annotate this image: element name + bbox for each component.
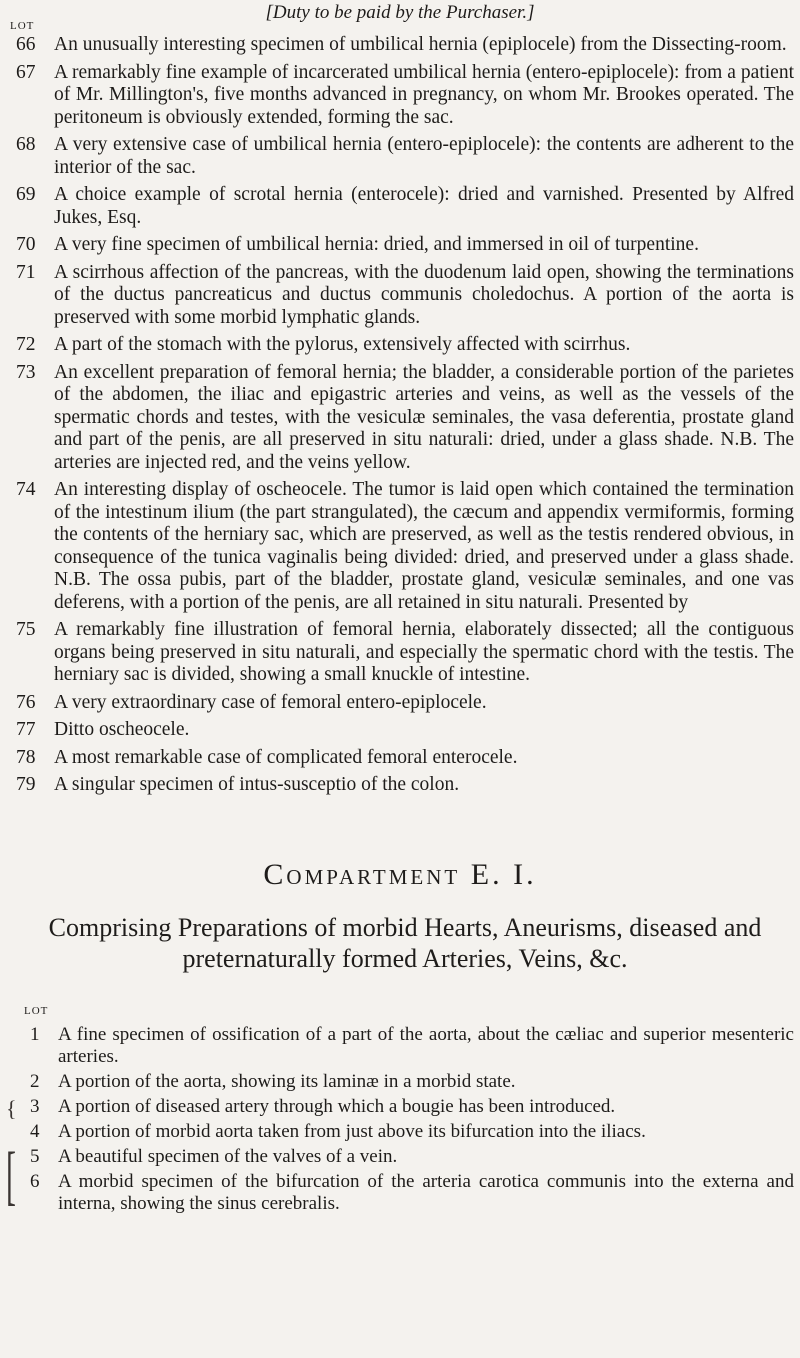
lot-number: 73 xyxy=(16,361,36,383)
lot-number: 2 xyxy=(30,1071,40,1092)
lot-description: A remarkably fine example of incarcerated umbilical hernia (entero-epiplocele): from a patient of Mr. Millington's, five months advanced in pregnancy, on whom Mr. Brookes operated. The peritoneum is obviously extended, forming the sac. xyxy=(54,61,794,128)
lot-number: 71 xyxy=(16,261,36,283)
lot-number: 3 xyxy=(30,1096,40,1117)
lot-number: 1 xyxy=(30,1024,40,1045)
lot-description: A very fine specimen of umbilical hernia: dried, and immersed in oil of turpentine. xyxy=(54,234,699,255)
lot-description: A most remarkable case of complicated femoral enterocele. xyxy=(54,746,518,768)
lot-entry-2 xyxy=(30,1071,794,1093)
lot-entry-69 xyxy=(16,184,794,229)
lot-entry-74 xyxy=(16,479,794,614)
lot-number: 76 xyxy=(16,691,36,713)
lot-number: 72 xyxy=(16,334,36,355)
lot-number: 68 xyxy=(16,134,36,155)
lot-description: An interesting display of oscheocele. The tumor is laid open which contained the termination of the intestinum ilium (the part strangulated), the cæcum and appendix vermiformis, forming the contents of the herniary sac, which are preserved, as well as the testis rendered obvious, in consequence of the tunica vaginalis being divided: dried, and preserved under a glass shade. N.B. The ossa pubis, part of the bladder, prostate gland, vesiculæ seminales, and one vas deferens, with a portion of the penis, are all retained in situ naturali. Presented by xyxy=(54,479,794,613)
lot-entry-3 xyxy=(30,1096,794,1118)
brace-mark: { xyxy=(6,1096,17,1121)
lot-description: A portion of diseased artery through which a bougie has been introduced. xyxy=(58,1096,616,1117)
lot-entry-79 xyxy=(16,774,794,797)
compartment-heading: Compartment E. I. xyxy=(263,858,537,891)
lot-description: A choice example of scrotal hernia (enterocele): dried and varnished. Presented by Alfred Jukes, Esq. xyxy=(54,184,794,228)
lot-description: A singular specimen of intus-susceptio of the colon. xyxy=(54,774,460,795)
lot-description: A beautiful specimen of the valves of a vein. xyxy=(58,1146,398,1167)
lot-entry-77 xyxy=(16,719,794,742)
lot-entry-1 xyxy=(30,1024,794,1068)
lot-description: A portion of morbid aorta taken from just above its bifurcation into the iliacs. xyxy=(58,1121,646,1142)
lot-number: 79 xyxy=(16,774,36,795)
lot-entry-67 xyxy=(16,62,794,130)
lot-entry-78 xyxy=(16,747,794,770)
lot-number: 70 xyxy=(16,234,36,255)
lot-entry-72 xyxy=(16,334,794,357)
lot-entry-73 xyxy=(16,362,794,475)
lot-entry-68 xyxy=(16,134,794,179)
lot-entry-75 xyxy=(16,619,794,687)
lot-description: A very extraordinary case of femoral entero-epiplocele. xyxy=(54,691,487,713)
lot-description: A morbid specimen of the bifurcation of the arteria carotica communis into the externa and interna, showing the sinus cerebralis. xyxy=(58,1171,794,1214)
lot-list-upper xyxy=(16,34,794,802)
lot-column-label: LOT xyxy=(10,20,35,32)
lot-number: 78 xyxy=(16,746,36,768)
lot-description: A scirrhous affection of the pancreas, with the duodenum laid open, showing the terminations of the ductus pancreaticus and ductus communis choledochus. A portion of the aorta is preserved with some morbid lymphatic glands. xyxy=(54,261,794,328)
lot-description: A remarkably fine illustration of femoral hernia, elaborately dissected; all the contiguous organs being preserved in situ naturali, and especially the spermatic chord with the testis. The herniary sac is divided, showing a small knuckle of intestine. xyxy=(54,619,794,685)
lot-column-label: LOT xyxy=(24,1005,49,1017)
lot-description: An excellent preparation of femoral hernia; the bladder, a considerable portion of the parietes of the abdomen, the iliac and epigastric arteries and veins, as well as the vessels of the spermatic chords and testes, with the vesiculæ seminales, the vasa deferentia, prostate gland and part of the penis, are all preserved in situ naturali: dried, under a glass shade. N.B. The arteries are injected red, and the veins yellow. xyxy=(54,361,794,473)
lot-number: 5 xyxy=(30,1146,40,1167)
lot-description: Ditto oscheocele. xyxy=(54,719,190,740)
lot-number: 66 xyxy=(16,34,36,55)
lot-entry-5 xyxy=(30,1146,794,1168)
lot-entry-71 xyxy=(16,262,794,330)
lot-description: A very extensive case of umbilical hernia (entero-epiplocele): the contents are adherent to the interior of the sac. xyxy=(54,134,794,178)
compartment-subtitle: Comprising Preparations of morbid Hearts, Aneurisms, diseased and preternaturally formed Arteries, Veins, &c. xyxy=(48,913,762,973)
lot-entry-66 xyxy=(16,34,794,57)
running-head: [Duty to be paid by the Purchaser.] xyxy=(265,2,535,23)
lot-description: A fine specimen of ossification of a part of the aorta, about the cæliac and superior mesenteric arteries. xyxy=(58,1024,794,1067)
lot-number: 75 xyxy=(16,619,36,640)
lot-number: 4 xyxy=(30,1121,40,1142)
lot-number: 69 xyxy=(16,184,36,205)
lot-number: 67 xyxy=(16,61,36,83)
lot-entry-76 xyxy=(16,692,794,715)
lot-number: 77 xyxy=(16,719,36,740)
lot-number: 6 xyxy=(30,1171,40,1192)
lot-entry-6 xyxy=(30,1171,794,1215)
lot-description: An unusually interesting specimen of umbilical hernia (epiplocele) from the Dissecting-room. xyxy=(54,34,787,55)
lot-list-lower xyxy=(30,1024,794,1218)
brace-mark: [ xyxy=(6,1140,16,1213)
lot-description: A part of the stomach with the pylorus, extensively affected with scirrhus. xyxy=(54,334,631,355)
lot-description: A portion of the aorta, showing its laminæ in a morbid state. xyxy=(58,1071,516,1092)
lot-entry-4 xyxy=(30,1121,794,1143)
lot-number: 74 xyxy=(16,479,36,500)
lot-entry-70 xyxy=(16,234,794,257)
